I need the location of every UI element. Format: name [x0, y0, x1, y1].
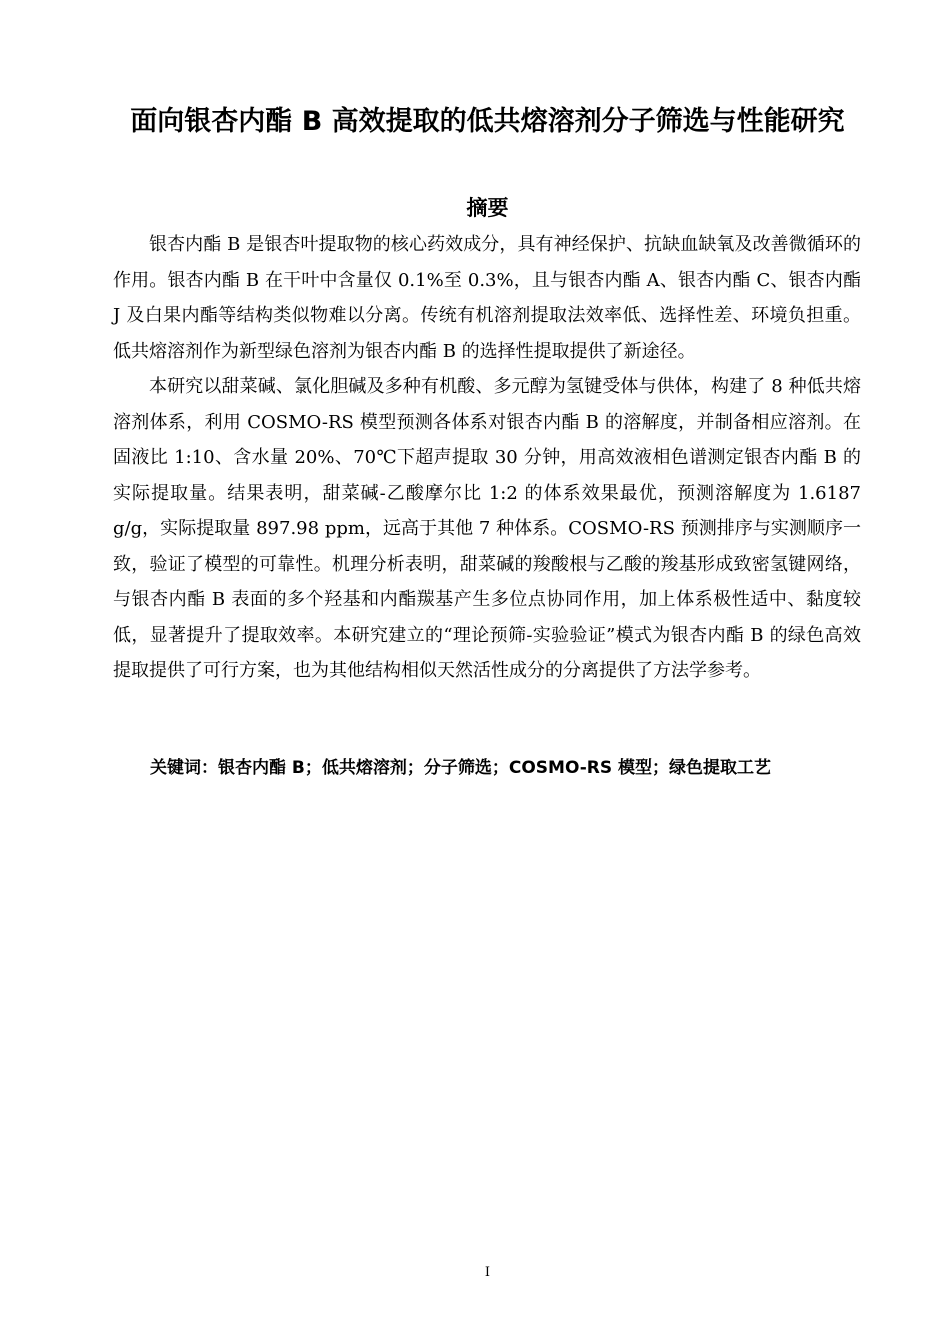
abstract-body	[113, 227, 861, 689]
abstract-heading: 摘要	[466, 196, 509, 220]
keywords-line: 关键词：银杏内酯 B；低共熔溶剂；分子筛选；COSMO-RS 模型；绿色提取工艺	[150, 758, 772, 778]
abstract-paragraph-1: 银杏内酯 B 是银杏叶提取物的核心药效成分，具有神经保护、抗缺血缺氧及改善微循环的作用。银杏内酯 B 在干叶中含量仅 0.1%至 0.3%，且与银杏内酯 A、银杏内酯 C、银杏内酯 J 及白果内酯等结构类似物难以分离。传统有机溶剂提取法效率低、选择性差、环境负担重。低共熔溶剂作为新型绿色溶剂为银杏内酯 B 的选择性提取提供了新途径。	[113, 234, 861, 362]
page-title: 面向银杏内酯 B 高效提取的低共熔溶剂分子筛选与性能研究	[130, 106, 845, 137]
abstract-paragraph-2: 本研究以甜菜碱、氯化胆碱及多种有机酸、多元醇为氢键受体与供体，构建了 8 种低共熔溶剂体系，利用 COSMO-RS 模型预测各体系对银杏内酯 B 的溶解度，并制备相应溶剂。在固液比 1:10、含水量 20%、70℃下超声提取 30 分钟，用高效液相色谱测定银杏内酯 B 的实际提取量。结果表明，甜菜碱-乙酸摩尔比 1:2 的体系效果最优，预测溶解度为 1.6187 g/g，实际提取量 897.98 ppm，远高于其他 7 种体系。COSMO-RS 预测排序与实测顺序一致，验证了模型的可靠性。机理分析表明，甜菜碱的羧酸根与乙酸的羧基形成致密氢键网络，与银杏内酯 B 表面的多个羟基和内酯羰基产生多位点协同作用，加上体系极性适中、黏度较低，显著提升了提取效率。本研究建立的“理论预筛-实验验证”模式为银杏内酯 B 的绿色高效提取提供了可行方案，也为其他结构相似天然活性成分的分离提供了方法学参考。	[113, 376, 861, 681]
page-number: I	[484, 1265, 491, 1280]
